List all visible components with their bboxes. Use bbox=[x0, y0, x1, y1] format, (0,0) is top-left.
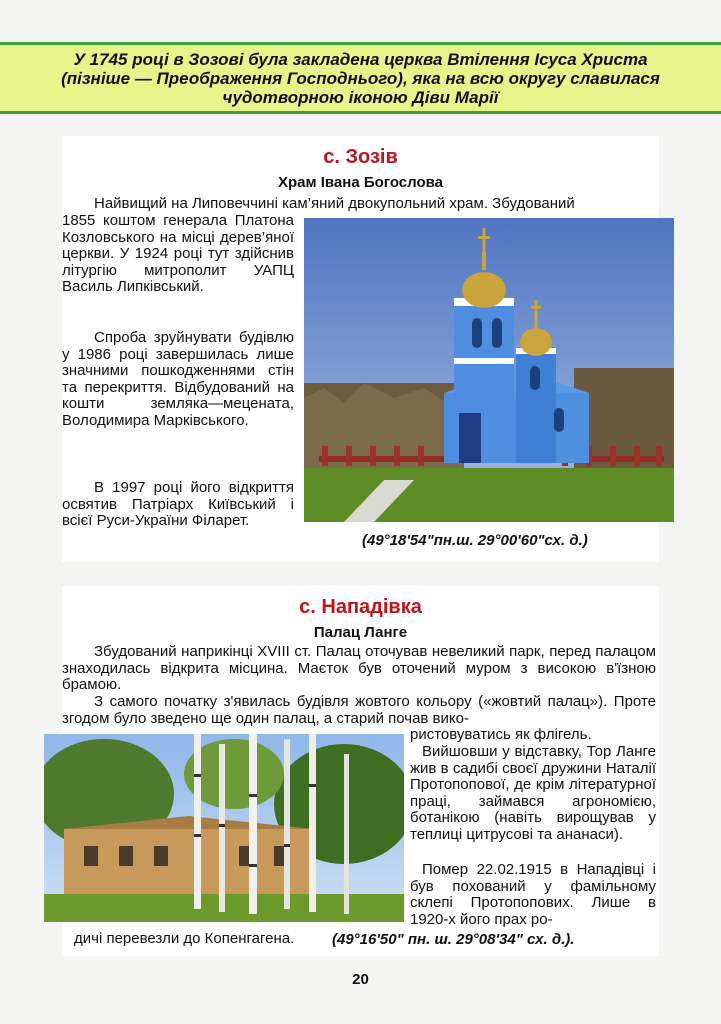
paragraph: Вийшовши у відставку, Тор Ланге жив в садибі своєї дружини Наталії Протопопової, де крім літературної праці, займався агрономією, ботанікою (навіть вирощував у теплиці цитрусові та ананаси). bbox=[410, 743, 656, 843]
section-subtitle: Храм Івана Богослова bbox=[277, 174, 444, 191]
page-number: 20 bbox=[352, 971, 369, 988]
paragraph: З самого початку з'явилась будівля жовтого кольору («жовтий палац»). Проте згодом було зведено ще один палац, а старий почав вико- bbox=[62, 693, 656, 727]
section-title: с. Зозів bbox=[323, 146, 398, 168]
coordinates: (49°16'50" пн. ш. 29°08'34" сх. д.). bbox=[332, 931, 575, 948]
paragraph: ристовуватись як флігель. bbox=[410, 726, 592, 743]
last-line: дичі перевезли до Копенгагена. bbox=[74, 930, 295, 947]
paragraph: 1855 коштом генерала Платона Козловського на місці дерев’яної церкви. У 1924 році тут здійснив літургію митрополит УАПЦ Василь Липківський. bbox=[62, 212, 294, 295]
section-zoziv bbox=[62, 136, 659, 562]
paragraph: В 1997 році його відкриття освятив Патріарх Київський і всієї Руси-України Філарет. bbox=[62, 479, 294, 529]
paragraph: Збудований наприкінці XVIII ст. Палац оточував невеликий парк, перед палацом знаходилась відкрита місцина. Маєток був оточений муром з високою в'їзною брамою. bbox=[62, 643, 656, 693]
section-title: с. Нападівка bbox=[299, 596, 422, 618]
section-napadivka bbox=[62, 586, 659, 956]
church-photo bbox=[304, 218, 674, 522]
intro-line: Найвищий на Липовеччині кам’яний двокупольний храм. Збудований bbox=[94, 195, 575, 212]
palace-photo bbox=[44, 734, 404, 922]
coordinates: (49°18'54"пн.ш. 29°00'60"сх. д.) bbox=[362, 532, 588, 549]
paragraph: Помер 22.02.1915 в Нападівці і був похований у фамільному склепі Протопопових. Лише в 1920-х його прах ро- bbox=[410, 861, 656, 928]
banner bbox=[0, 42, 721, 114]
section-subtitle: Палац Ланге bbox=[313, 624, 408, 641]
banner-text: У 1745 році в Зозові була закладена церква Втілення Ісуса Христа (пізніше — Преображення Господнього), яка на всю округу славилася чудотворною іконою Діви Марії bbox=[61, 50, 660, 107]
paragraph: Спроба зруйнувати будівлю у 1986 році завершилась лише значними пошкодженнями стін та перекриття. Відбудований на кошти земляка—мецената, Володимира Марківського. bbox=[62, 329, 294, 429]
